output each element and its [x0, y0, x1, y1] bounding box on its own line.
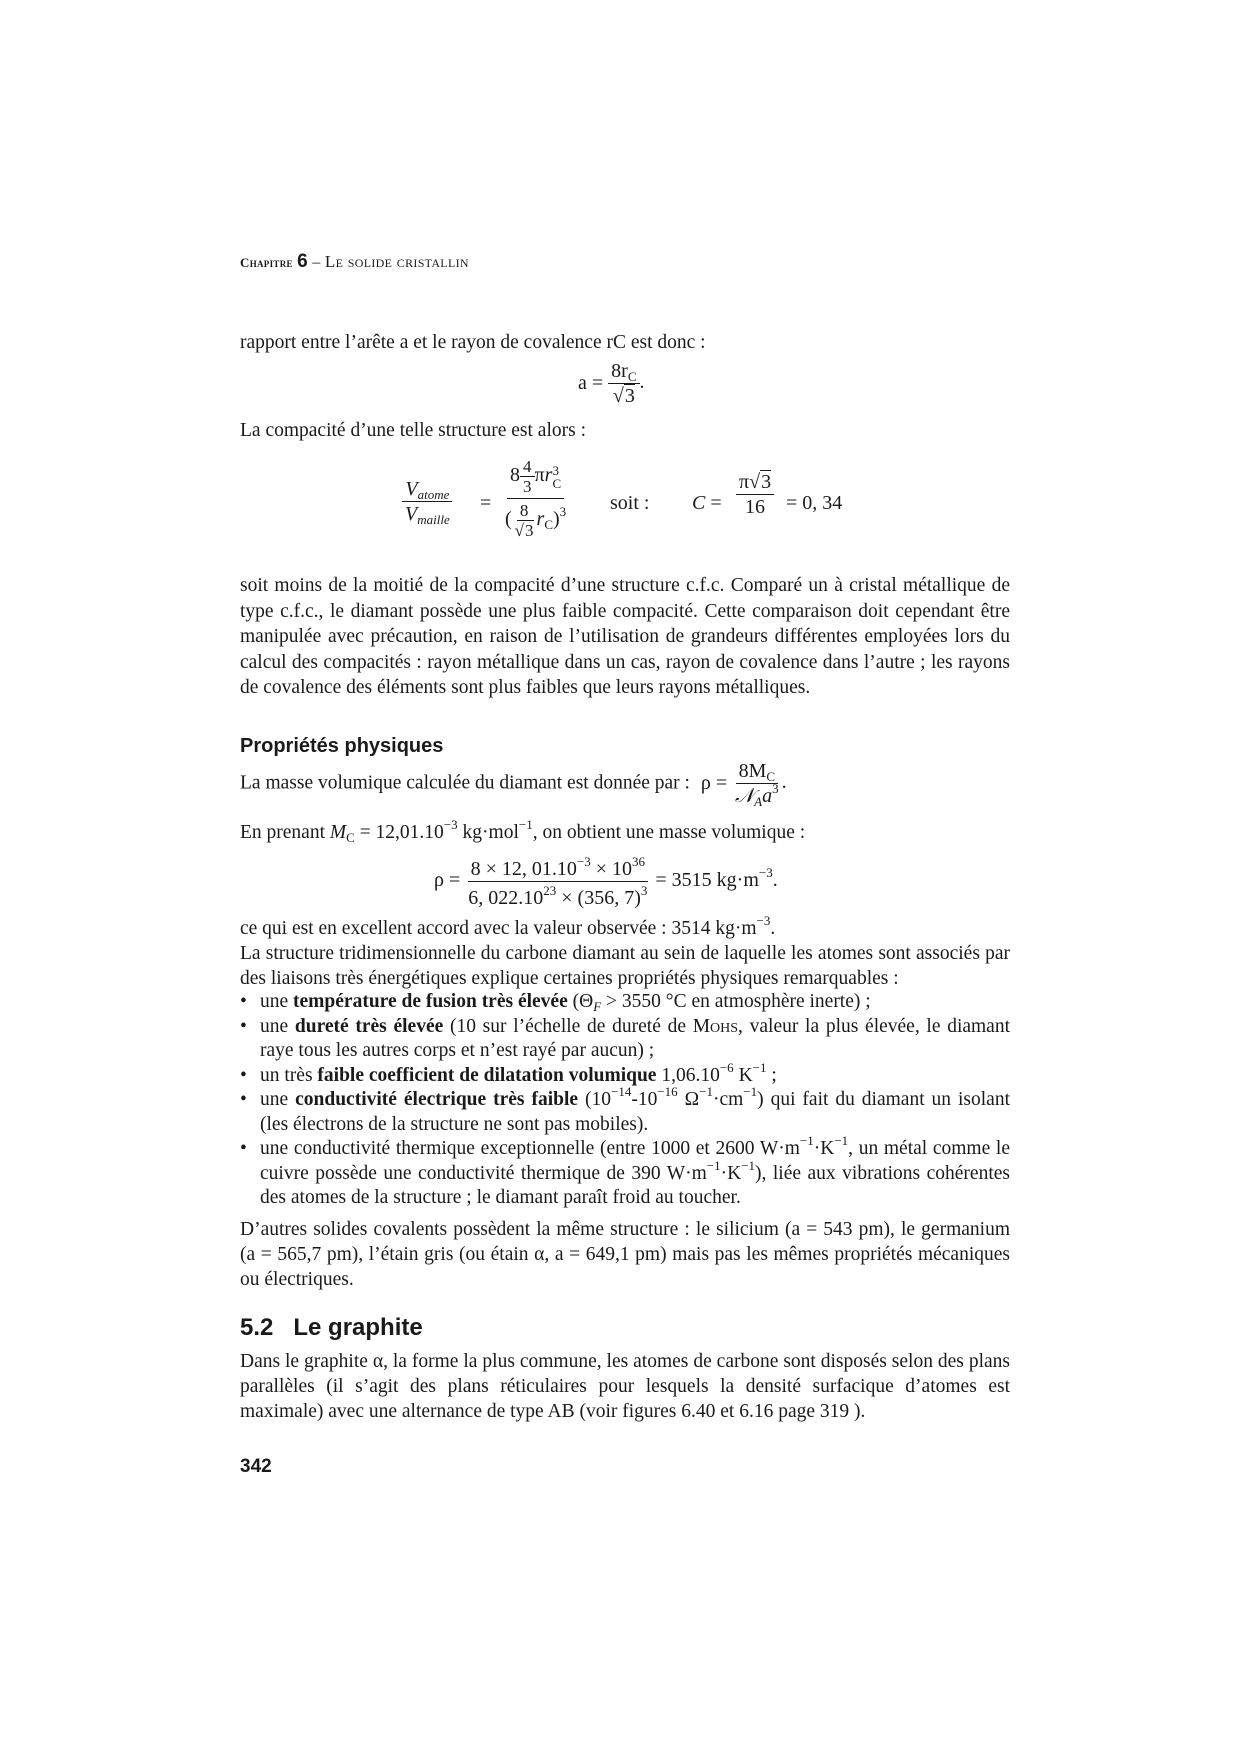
- eq2-bot-frac-den: 3: [525, 521, 534, 540]
- eq1-num-sub: C: [627, 369, 637, 384]
- section-title: Le graphite: [293, 1314, 423, 1341]
- eq3-num-sub: C: [766, 769, 776, 784]
- eq2-r-sub: C: [552, 475, 562, 491]
- eq1-denominator: 3: [624, 385, 635, 407]
- equation-arete: [578, 360, 645, 407]
- bullet-text: (10 sur l’échelle de dureté de: [443, 1015, 693, 1037]
- equation-masse-volumique: [434, 852, 778, 909]
- bullet-text: ·K: [813, 1138, 835, 1159]
- eq4-num-exp1: −3: [576, 854, 591, 869]
- eq3-tail: .: [781, 770, 787, 793]
- eq2-bot-open: (: [505, 508, 512, 531]
- eq2-top-frac-num: 4: [520, 458, 535, 477]
- compacite-line: La compacité d’une telle structure est alors :: [240, 420, 586, 441]
- header-chapitre: Chapitre: [240, 255, 293, 270]
- eq3-den-n: 𝒩: [734, 785, 755, 807]
- eq2-c-result: = 0, 34: [786, 492, 843, 514]
- bullet-bold: faible coefficient de dilatation volumique: [317, 1064, 657, 1086]
- prenant-unit-exp: −1: [518, 817, 533, 832]
- list-item: [240, 990, 1010, 1015]
- prenant-text2: , on obtient une masse volumique :: [532, 822, 806, 843]
- bullet-exp: −1: [699, 1084, 713, 1099]
- eq2-bot-exp: 3: [559, 504, 567, 520]
- paragraph-compacite: soit moins de la moitié de la compacité d’une structure c.f.c. Comparé un à cristal métallique de type c.f.c., le diamant possède une plus faible compacité. Cette comparaison doit cependant être manipulée avec précaution, en raison de l’utilisation de grandeurs différentes employées lors du calcul des compacités : rayon métallique dans un cas, rayon de covalence dans l’autre ; les rayons de covalence des éléments sont plus faibles que leurs rayons métalliques.: [240, 575, 1010, 698]
- bullet-text: une conductivité thermique exceptionnelle (entre 1000 et 2600 W·m: [260, 1138, 800, 1159]
- subheading-proprietes: Propriétés physiques: [240, 735, 444, 757]
- bullet-bold: dureté très élevée: [294, 1015, 444, 1037]
- masse-line: [240, 760, 787, 807]
- prenant-line: [240, 817, 806, 845]
- bullet-bold: température de fusion très élevée: [293, 991, 568, 1012]
- bullet-exp: −1: [799, 1133, 814, 1148]
- bullet-bold: conductivité électrique très faible: [295, 1089, 579, 1110]
- header-title: Le solide cristallin: [324, 252, 469, 271]
- bullet-text: ·cm: [712, 1089, 744, 1110]
- bullet-text: -10: [631, 1089, 658, 1110]
- list-item: [240, 1015, 1010, 1064]
- bullet-text: ;: [766, 1064, 777, 1086]
- eq2-c-fraction: $\frac{\pi√3}{16}$: [736, 471, 774, 518]
- bullet-text: un très: [260, 1064, 318, 1086]
- eq4-result-exp: −3: [758, 865, 773, 880]
- eq2-v-atome-sub: atome: [417, 487, 450, 502]
- eq2-c-label: C =: [692, 492, 722, 514]
- paragraph-autres-solides: D’autres solides covalents possèdent la même structure : le silicium (a = 543 pm), le germanium (a = 565,7 pm), l’étain gris (ou étain α, a = 649,1 pm) mais pas les mêmes propriétés mécaniques ou électriques.: [240, 1219, 1010, 1290]
- bullet-text: (Θ: [567, 991, 594, 1012]
- prenant-m: M: [329, 822, 347, 843]
- eq2-v-maille: V: [405, 503, 418, 525]
- accord-tail: .: [770, 918, 776, 939]
- eq2-equals: =: [480, 492, 492, 514]
- paragraph-graphite: Dans le graphite α, la forme la plus commune, les atomes de carbone sont disposés selon des plans parallèles (il s’agit des plans réticulaires pour lesquels la densité surfacique d’atomes est maximale) avec une alternance de type AB (voir figures 6.40 et 6.16 page 319 ).: [240, 1351, 1010, 1422]
- page-number: 342: [240, 1456, 272, 1477]
- intro-line: rapport entre l’arête a et le rayon de covalence rC est donc :: [240, 332, 706, 353]
- prenant-value: = 12,01.10: [359, 822, 444, 843]
- bullet-exp: −6: [719, 1059, 734, 1075]
- running-header: [240, 251, 469, 273]
- section-number: 5.2: [240, 1314, 274, 1341]
- eq4-result: = 3515 kg·m: [655, 869, 759, 891]
- eq4-den: 6, 022.10: [468, 887, 544, 909]
- eq4-tail: .: [772, 869, 778, 891]
- eq4-num: 8 × 12, 01.10: [470, 858, 577, 880]
- accord-line: [240, 913, 776, 941]
- equation-compacite: [402, 458, 872, 558]
- eq2-big-fraction: 8 $\frac{4}{3}$ πr 3 C ( $\frac{8}{√3}$ $r_C)^3$: [505, 457, 567, 540]
- bullet-text: une: [260, 1015, 295, 1037]
- paragraph-structure: La structure tridimensionnelle du carbone diamant au sein de laquelle les atomes sont associés par des liaisons très énergétiques explique certaines propriétés physiques remarquables :: [240, 943, 1010, 989]
- accord-text: ce qui est en excellent accord avec la valeur observée : 3514 kg·m: [240, 918, 757, 939]
- bullet-exp: −1: [743, 1084, 758, 1099]
- eq1-tail: .: [639, 371, 645, 394]
- header-dash: –: [312, 254, 321, 271]
- bullet-text: une: [260, 1089, 296, 1110]
- eq2-bot-frac-num: 8: [517, 502, 532, 521]
- bullet-text: K: [733, 1064, 753, 1086]
- eq4-den-mid: × (356, 7): [556, 887, 641, 909]
- eq2-v-maille-sub: maille: [417, 512, 450, 527]
- bullet-text: > 3550 °C en atmosphère inerte) ;: [601, 991, 871, 1012]
- eq4-den-exp1: 23: [543, 883, 557, 898]
- bullet-exp: −1: [706, 1157, 721, 1173]
- eq3-den-sub: A: [754, 794, 763, 809]
- bullet-text: ·K: [720, 1162, 742, 1184]
- eq4-rho: ρ =: [434, 869, 461, 891]
- bullet-text: , valeur la plus élevée, le diamant raye tous les autres corps et n’est rayé par aucun) ;: [260, 1015, 1011, 1061]
- bullet-text: 1,06.10: [656, 1064, 720, 1086]
- header-chapter-number: 6: [297, 251, 308, 272]
- bullet-exp: −1: [834, 1133, 849, 1148]
- bullet-text: une: [260, 991, 294, 1012]
- section-heading: [240, 1314, 423, 1342]
- eq2-c-num: π: [739, 471, 750, 493]
- bullet-text: , un métal comme le cuivre possède une conductivité thermique de 390 W·m: [260, 1138, 1010, 1184]
- masse-text: La masse volumique calculée du diamant est donnée par :: [240, 772, 690, 794]
- eq4-fraction: [465, 852, 650, 909]
- bullet-exp: −16: [657, 1084, 678, 1099]
- eq2-soit: soit :: [610, 492, 650, 514]
- eq3-fraction: [732, 760, 782, 807]
- list-item: [240, 1084, 1010, 1137]
- eq2-bot-close: ): [552, 508, 560, 531]
- eq4-num-exp2: 36: [632, 854, 646, 869]
- bullet-text: Ω: [677, 1089, 700, 1110]
- properties-list: [240, 990, 1010, 1211]
- eq2-top-coef: 8: [510, 464, 521, 487]
- prenant-m-sub: C: [346, 830, 355, 845]
- eq3-num: 8M: [738, 760, 767, 782]
- eq3-rho: ρ =: [700, 772, 728, 794]
- bullet-exp: −14: [610, 1084, 632, 1099]
- eq1-lhs: a =: [578, 372, 604, 394]
- prenant-exp: −3: [443, 817, 458, 832]
- eq3-den-exp: 3: [772, 781, 779, 796]
- bullet-text: ), liée aux vibrations cohérentes des atomes de la structure ; le diamant paraît froid au toucher.: [260, 1162, 1010, 1208]
- bullet-exp: −1: [752, 1059, 767, 1075]
- accord-exp: −3: [756, 913, 771, 928]
- eq2-v-atome: V: [405, 478, 418, 500]
- eq4-num-mid: × 10: [590, 858, 633, 880]
- eq4-den-exp2: 3: [640, 883, 648, 898]
- bullet-exp: −1: [741, 1157, 756, 1173]
- eq2-r-sup: 3: [552, 462, 559, 478]
- bullet-text: (10: [578, 1089, 611, 1110]
- prenant-text1: En prenant: [240, 822, 326, 843]
- eq2-c-den: 16: [745, 496, 766, 518]
- bullet-smallcaps: Mohs: [692, 1015, 739, 1037]
- bullet-text: ) qui fait du diamant un isolant (les électrons de la structure ne sont pas mobiles).: [260, 1089, 1010, 1135]
- list-item: [240, 1133, 1010, 1211]
- prenant-unit: kg·mol: [462, 822, 519, 843]
- bullet-sub: F: [593, 999, 602, 1014]
- eq2-pi: π: [534, 464, 545, 487]
- eq2-top-frac-den: 3: [523, 477, 532, 496]
- eq3-den-a: a: [762, 785, 773, 807]
- eq1-fraction: $\frac{8r_C}{√3}$: [608, 360, 639, 407]
- eq2-r: r: [544, 464, 553, 487]
- eq1-numerator: 8r: [611, 360, 628, 382]
- eq2-volume-ratio: [402, 478, 453, 525]
